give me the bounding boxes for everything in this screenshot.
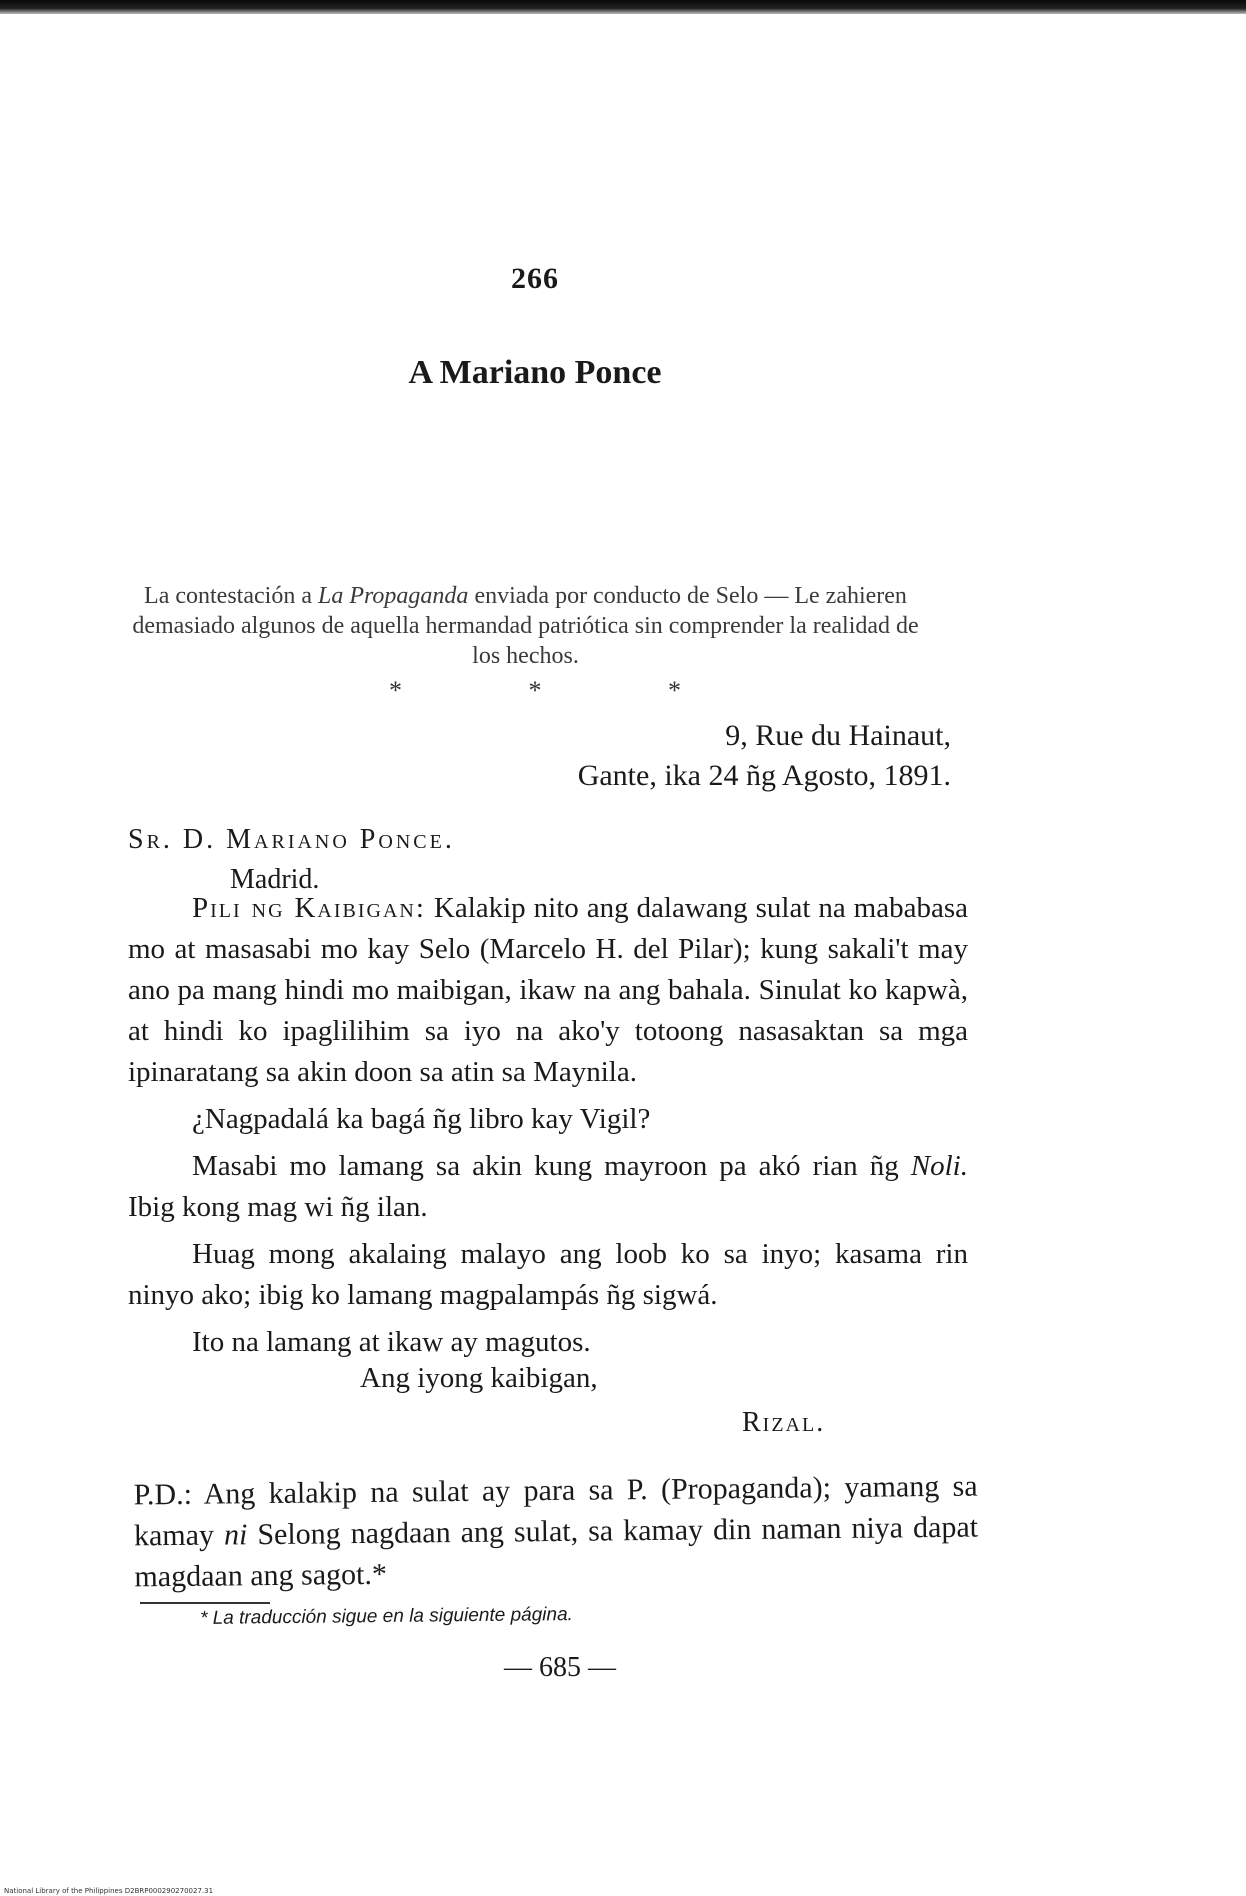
paragraph-5: Ito na lamang at ikaw ay magutos. bbox=[192, 1326, 591, 1358]
section-separator: * * * bbox=[389, 676, 741, 705]
postscript-text-1: P.D.: Ang kalakip na sulat ay para sa P. (Propaganda); yamang sa kamay bbox=[133, 1469, 978, 1553]
page-title: A Mariano Ponce bbox=[408, 354, 662, 391]
paragraph-3-text-b: Ibig kong mag wi ñg ilan. bbox=[128, 1191, 428, 1223]
date-line: Gante, ika 24 ñg Agosto, 1891. bbox=[577, 759, 951, 792]
letter-body bbox=[128, 888, 968, 1369]
summary-journal: La Propaganda bbox=[317, 583, 469, 609]
paragraph-3-text-a: Masabi mo lamang sa akin kung mayroon pa akó rian ñg bbox=[192, 1150, 899, 1182]
paragraph-2: ¿Nagpadalá ka bagá ñg libro kay Vigil? bbox=[192, 1103, 651, 1135]
place-and-date bbox=[578, 716, 951, 796]
address-line: 9, Rue du Hainaut, bbox=[725, 719, 951, 752]
noli-title: Noli. bbox=[910, 1150, 968, 1182]
closing: Ang iyong kaibigan, bbox=[360, 1362, 598, 1394]
footnote-rule bbox=[140, 1602, 270, 1604]
addressee-city: Madrid. bbox=[230, 864, 320, 895]
scan-credit: National Library of the Philippines D2BRP000290270027.31 bbox=[4, 1887, 214, 1895]
paragraph-1 bbox=[128, 888, 968, 1093]
addressee-name: Sr. D. Mariano Ponce. bbox=[128, 824, 455, 855]
letter-number: 266 bbox=[511, 262, 559, 295]
summary-text-1: La contestación a bbox=[144, 583, 312, 609]
page-folio: — 685 — bbox=[504, 1652, 616, 1683]
postscript-ni: ni bbox=[223, 1518, 248, 1552]
salutation: Pili ng Kaibigan: bbox=[192, 892, 426, 924]
paragraph-1-text: Kalakip nito ang dalawang sulat na mababasa mo at masasabi mo kay Selo (Marcelo H. del Pilar); kung sakali't may ano pa mang hindi mo maibigan, ikaw na ang bahala. Sinulat ko kapwà, at hindi ko ipaglilihim sa iyo na ako'y totoong nasasaktan sa mga ipinaratang sa akin doon sa atin sa Maynila. bbox=[128, 892, 968, 1088]
postscript bbox=[133, 1466, 978, 1598]
paragraph-3 bbox=[128, 1146, 968, 1228]
letter-summary bbox=[118, 581, 933, 671]
paragraph-4: Huag mong akalaing malayo ang loob ko sa inyo; kasama rin ninyo ako; ibig ko lamang magpalampás ñg sigwá. bbox=[128, 1238, 968, 1311]
postscript-text-2: Selong nagdaan ang sulat, sa kamay din naman niya dapat magdaan ang sagot.* bbox=[134, 1510, 979, 1594]
signature: Rizal. bbox=[742, 1407, 826, 1438]
summary-text-2: enviada por conducto de Selo — Le zahieren demasiado algunos de aquella hermandad patriótica sin comprender la realidad de los hechos. bbox=[132, 583, 919, 669]
footnote: * La traducción sigue en la siguiente página. bbox=[199, 1604, 573, 1629]
